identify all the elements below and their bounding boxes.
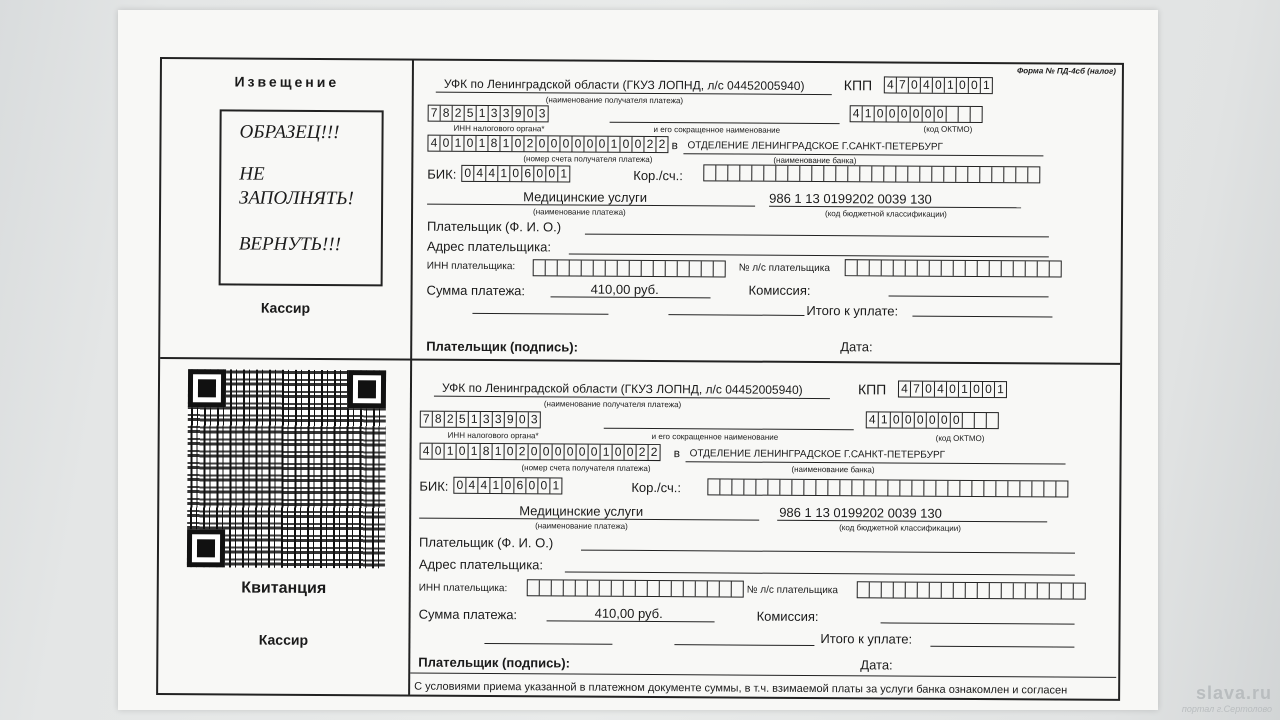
in-label: в	[671, 138, 678, 153]
payer-label: Плательщик (Ф. И. О.)	[426, 218, 562, 235]
bik-label-2: БИК:	[419, 478, 449, 494]
account-digit: 0	[512, 136, 524, 151]
bik-digit: 0	[462, 166, 474, 181]
kbk-caption: (код бюджетной классификации)	[825, 209, 947, 219]
oktmo-digit: 1	[863, 106, 875, 121]
kbk-value: 986 1 13 0199202 0039 130	[769, 190, 932, 207]
signature-label: Плательщик (подпись):	[426, 338, 578, 355]
commission-label-2: Комиссия:	[756, 608, 819, 625]
payment-name: Медицинские услуги	[523, 189, 648, 205]
total-label-2: Итого к уплате:	[820, 631, 913, 647]
stamp-line-4: ВЕРНУТЬ!!!	[238, 233, 342, 256]
oktmo-digit: 0	[903, 413, 915, 428]
account-boxes-2	[420, 443, 661, 461]
amount-line-2	[547, 620, 715, 622]
account-digit: 0	[464, 136, 476, 151]
stamp-line-2: НЕ	[239, 163, 265, 185]
bik-digit: 1	[552, 478, 560, 493]
oktmo-digit	[963, 413, 975, 428]
kbk-line-2	[777, 520, 1047, 523]
kpp-digit: 0	[909, 78, 921, 93]
payer-inn-boxes-2	[527, 579, 744, 597]
account-digit: 0	[541, 444, 553, 459]
address-label: Адрес плательщика:	[426, 238, 552, 255]
oktmo-digit: 0	[927, 413, 939, 428]
bik-digit: 4	[478, 478, 490, 493]
inn-digit: 9	[513, 106, 525, 121]
account-digit: 2	[524, 136, 536, 151]
oktmo-digit: 4	[851, 106, 863, 121]
bik-digit: 6	[514, 478, 526, 493]
bank-name: ОТДЕЛЕНИЕ ЛЕНИНГРАДСКОЕ Г.САНКТ-ПЕТЕРБУРГ	[687, 140, 944, 153]
account-digit: 0	[632, 137, 644, 152]
stamp-line-1: ОБРАЗЕЦ!!!	[239, 121, 340, 144]
kpp-digit: 0	[957, 78, 969, 93]
blank-line-3	[484, 643, 612, 645]
amount-line	[551, 296, 711, 298]
payment-line-2	[419, 518, 759, 521]
inn-boxes	[428, 105, 549, 123]
inn-digit: 7	[421, 412, 433, 427]
bik-digit: 4	[466, 478, 478, 493]
recipient-caption-2: (наименование получателя платежа)	[543, 399, 682, 410]
bank-name-2: ОТДЕЛЕНИЕ ЛЕНИНГРАДСКОЕ Г.САНКТ-ПЕТЕРБУРГ	[689, 448, 946, 461]
kpp-boxes	[884, 76, 993, 94]
bik-digit: 4	[474, 166, 486, 181]
consent-divider	[410, 673, 1116, 678]
cashier-label-top: Кассир	[260, 299, 311, 316]
oktmo-boxes	[850, 105, 983, 123]
kpp-digit: 4	[935, 382, 947, 397]
korr-label-2: Кор./сч.:	[631, 479, 682, 496]
bik-digit: 0	[526, 478, 538, 493]
oktmo-digit	[975, 413, 987, 428]
account-digit: 0	[577, 445, 589, 460]
account-digit: 1	[445, 444, 457, 459]
qr-finder-bottom-left	[187, 529, 225, 567]
signature-label-2: Плательщик (подпись):	[418, 654, 571, 671]
account-digit: 0	[572, 137, 584, 152]
account-digit: 1	[493, 444, 505, 459]
consent-note: С условиями приема указанной в платежном документе суммы, в т.ч. взимаемой платы за услуги банка ознакомлен и согласен	[414, 680, 1068, 697]
oktmo-digit	[959, 107, 971, 122]
korr-boxes	[703, 164, 1040, 183]
kpp-digit: 0	[947, 382, 959, 397]
notice-title: Извещение	[234, 73, 340, 91]
bik-digit: 0	[546, 166, 558, 181]
account-digit: 8	[481, 444, 493, 459]
account-digit: 0	[565, 444, 577, 459]
abbr-caption-2: и его сокращенное наименование	[651, 432, 779, 442]
oktmo-digit: 4	[867, 412, 879, 427]
oktmo-digit: 0	[875, 106, 887, 121]
kpp-digit: 7	[897, 78, 909, 93]
commission-line-2	[881, 622, 1075, 624]
oktmo-digit	[947, 107, 959, 122]
qr-finder-top-left	[188, 369, 226, 407]
abbr-line-2	[604, 428, 854, 431]
oktmo-digit: 1	[879, 412, 891, 427]
kpp-digit: 0	[983, 382, 995, 397]
inn-digit: 3	[538, 106, 546, 121]
payment-caption-2: (наименование платежа)	[535, 521, 628, 531]
oktmo-digit: 0	[939, 413, 951, 428]
stamp-line-3: ЗАПОЛНЯТЬ!	[239, 187, 354, 210]
site-watermark	[1182, 683, 1272, 714]
bik-digit: 4	[486, 166, 498, 181]
kbk-line	[769, 206, 1021, 209]
bik-boxes-2	[453, 477, 562, 495]
payer-inn-boxes	[533, 259, 726, 277]
notice-section	[412, 61, 1120, 363]
payer-account-label-2: № л/с плательщика	[746, 584, 838, 597]
total-line-2	[930, 646, 1074, 648]
amount-value-2: 410,00 руб.	[594, 605, 663, 622]
blank-line-2	[668, 314, 804, 316]
account-digit: 0	[505, 444, 517, 459]
account-digit: 0	[584, 137, 596, 152]
oktmo-digit: 0	[951, 413, 963, 428]
bik-digit: 6	[522, 166, 534, 181]
account-digit: 2	[650, 445, 658, 460]
inn-digit: 3	[530, 412, 538, 427]
kpp-digit: 4	[899, 382, 911, 397]
oktmo-digit: 0	[887, 106, 899, 121]
watermark-caption: портал г.Сертолово	[1181, 704, 1272, 714]
account-digit: 0	[529, 444, 541, 459]
oktmo-digit	[987, 413, 998, 428]
inn-digit: 2	[445, 412, 457, 427]
account-digit: 0	[457, 444, 469, 459]
date-label-2: Дата:	[860, 657, 893, 673]
oktmo-digit	[971, 107, 982, 122]
blank-line-1	[472, 313, 608, 315]
account-digit: 1	[469, 444, 481, 459]
recipient-name: УФК по Ленинградской области (ГКУЗ ЛОПНД, л/с 04452005940)	[443, 76, 805, 93]
kpp-label: КПП	[843, 77, 873, 94]
account-digit: 1	[601, 445, 613, 460]
payer-inn-label: ИНН плательщика:	[426, 260, 516, 273]
account-digit: 1	[476, 136, 488, 151]
payment-name-2: Медицинские услуги	[519, 503, 644, 519]
bank-caption: (наименование банка)	[773, 155, 857, 166]
qr-code	[187, 369, 386, 568]
bik-digit: 1	[490, 478, 502, 493]
account-digit: 0	[440, 136, 452, 151]
payer-line	[585, 234, 1049, 238]
qr-finder-top-right	[348, 370, 386, 408]
account-digit: 2	[517, 444, 529, 459]
account-digit: 1	[500, 136, 512, 151]
recipient-caption: (наименование получателя платежа)	[545, 95, 684, 106]
bik-boxes	[461, 165, 570, 183]
account-digit: 0	[536, 136, 548, 151]
account-digit: 0	[560, 136, 572, 151]
account-digit: 2	[637, 445, 649, 460]
sample-stamp	[219, 109, 384, 286]
account-digit: 1	[608, 137, 620, 152]
oktmo-digit: 0	[911, 107, 923, 122]
payer-account-label: № л/с плательщика	[738, 262, 830, 275]
kpp-digit: 1	[982, 78, 990, 93]
inn-digit: 0	[517, 412, 529, 427]
bik-digit: 0	[510, 166, 522, 181]
date-label: Дата:	[840, 339, 873, 355]
inn-digit: 5	[465, 106, 477, 121]
oktmo-boxes-2	[866, 411, 999, 429]
commission-label: Комиссия:	[748, 282, 811, 298]
kpp-digit: 4	[885, 77, 897, 92]
payment-line	[427, 204, 755, 207]
oktmo-caption-2: (код ОКТМО)	[935, 433, 985, 444]
account-digit: 0	[596, 137, 608, 152]
inn-digit: 1	[477, 106, 489, 121]
kpp-label-2: КПП	[857, 381, 887, 398]
account-digit: 0	[589, 445, 601, 460]
address-line-2	[565, 571, 1075, 575]
inn-digit: 0	[525, 106, 537, 121]
receipt-section	[410, 361, 1118, 699]
kpp-digit: 1	[997, 382, 1004, 397]
payment-caption: (наименование платежа)	[533, 207, 626, 217]
account-digit: 0	[625, 445, 637, 460]
inn-digit: 3	[489, 106, 501, 121]
abbr-line	[610, 122, 840, 124]
in-label-2: в	[673, 446, 681, 461]
bik-digit: 1	[560, 166, 568, 181]
bik-digit: 1	[498, 166, 510, 181]
kpp-digit: 0	[923, 382, 935, 397]
inn-digit: 3	[481, 412, 493, 427]
payer-account-boxes	[845, 259, 1062, 277]
receipt-title: Квитанция	[241, 579, 327, 598]
account-digit: 0	[620, 137, 632, 152]
blank-line-4	[674, 644, 814, 646]
inn-digit: 5	[457, 412, 469, 427]
account-digit: 0	[433, 444, 445, 459]
inn-digit: 9	[505, 412, 517, 427]
account-digit: 0	[553, 444, 565, 459]
amount-value: 410,00 руб.	[590, 281, 659, 298]
inn-digit: 8	[441, 106, 453, 121]
inn-digit: 7	[429, 106, 441, 121]
account-digit: 2	[644, 137, 656, 152]
bik-digit: 0	[534, 166, 546, 181]
address-line	[569, 254, 1049, 258]
bik-label: БИК:	[427, 166, 457, 182]
inn-digit: 3	[493, 412, 505, 427]
korr-boxes-2	[707, 478, 1068, 497]
kpp-digit: 4	[921, 78, 933, 93]
bik-digit: 0	[538, 478, 550, 493]
oktmo-digit: 0	[935, 107, 947, 122]
cashier-label-bottom: Кассир	[258, 631, 309, 648]
total-line	[912, 316, 1052, 318]
kbk-value-2: 986 1 13 0199202 0039 130	[779, 504, 942, 521]
account-boxes	[427, 135, 668, 153]
bik-digit: 0	[502, 478, 514, 493]
account-digit: 4	[421, 444, 433, 459]
inn-digit: 3	[501, 106, 513, 121]
account-digit: 1	[452, 136, 464, 151]
account-digit: 2	[658, 137, 666, 152]
kpp-digit: 0	[933, 78, 945, 93]
amount-label-2: Сумма платежа:	[418, 606, 518, 623]
kpp-digit: 7	[911, 382, 923, 397]
payer-inn-label-2: ИНН плательщика:	[418, 582, 508, 595]
payer-label-2: Плательщик (Ф. И. О.)	[418, 534, 554, 551]
account-digit: 0	[548, 136, 560, 151]
inn-digit: 2	[453, 106, 465, 121]
oktmo-digit: 0	[923, 107, 935, 122]
korr-label: Кор./сч.:	[633, 167, 683, 184]
account-caption: (номер счета получателя платежа)	[523, 154, 653, 165]
payment-form	[156, 57, 1124, 701]
kbk-caption-2: (код бюджетной классификации)	[839, 523, 961, 533]
notice-panel	[160, 59, 412, 359]
oktmo-digit: 0	[899, 107, 911, 122]
kpp-digit: 1	[945, 78, 957, 93]
bank-caption-2: (наименование банка)	[791, 464, 875, 475]
inn-boxes-2	[420, 411, 541, 429]
account-digit: 4	[428, 136, 440, 151]
oktmo-digit: 0	[915, 413, 927, 428]
bik-digit: 0	[454, 478, 466, 493]
inn-caption-2: ИНН налогового органа*	[447, 430, 539, 441]
inn-digit: 1	[469, 412, 481, 427]
recipient-name-2: УФК по Ленинградской области (ГКУЗ ЛОПНД, л/с 04452005940)	[441, 380, 803, 397]
inn-digit: 8	[433, 412, 445, 427]
kpp-digit: 1	[959, 382, 971, 397]
bank-line	[683, 153, 1043, 156]
account-caption-2: (номер счета получателя платежа)	[521, 463, 651, 474]
address-label-2: Адрес плательщика:	[418, 556, 544, 573]
form-number: Форма № ПД-4сб (налог)	[1016, 66, 1116, 76]
payer-account-boxes-2	[857, 581, 1086, 599]
account-digit: 0	[613, 445, 625, 460]
kpp-digit: 0	[969, 78, 981, 93]
account-digit: 8	[488, 136, 500, 151]
inn-caption: ИНН налогового органа*	[453, 123, 545, 134]
payer-line-2	[581, 550, 1075, 554]
amount-label: Сумма платежа:	[426, 282, 526, 299]
bank-line-2	[686, 461, 1066, 464]
abbr-caption: и его сокращенное наименование	[653, 125, 781, 135]
total-label: Итого к уплате:	[806, 302, 899, 319]
kpp-boxes-2	[898, 381, 1007, 399]
commission-line	[889, 295, 1049, 297]
receipt-panel	[158, 357, 410, 695]
oktmo-caption: (код ОКТМО)	[923, 124, 973, 134]
kpp-digit: 0	[971, 382, 983, 397]
watermark-site: slava.ru	[1195, 683, 1272, 703]
oktmo-digit: 0	[891, 412, 903, 427]
